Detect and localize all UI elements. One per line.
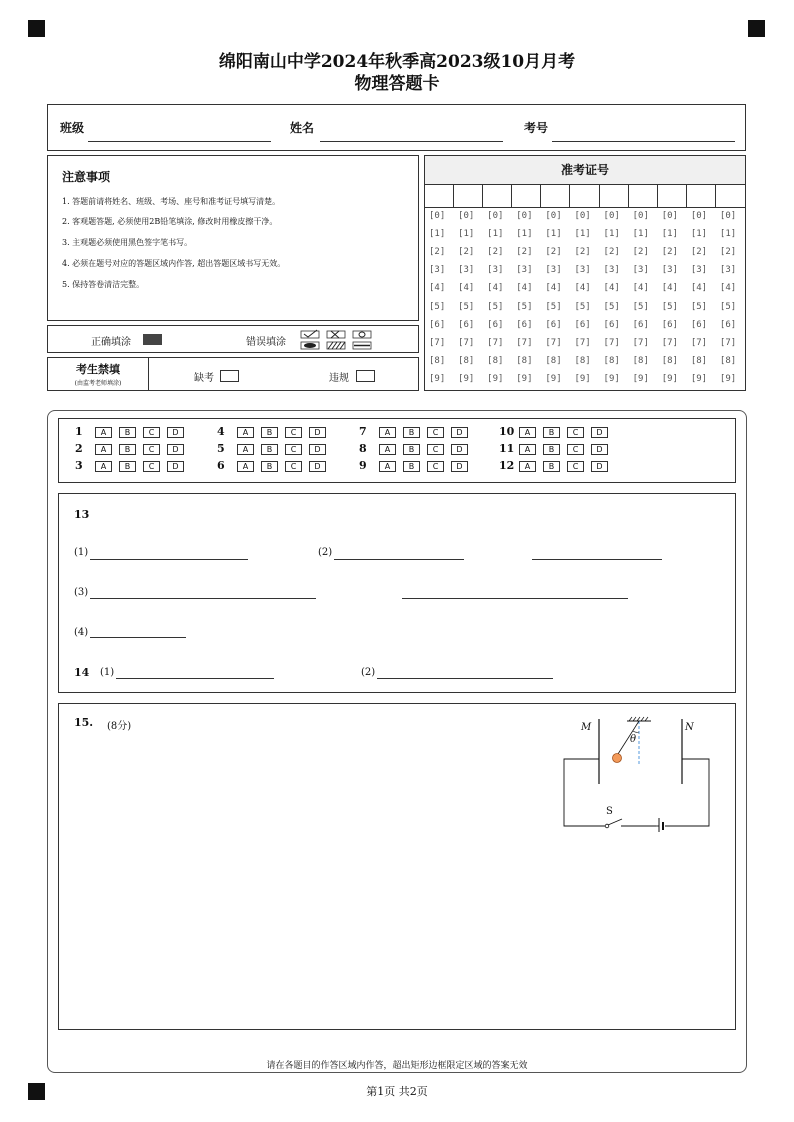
admission-digit-bubble[interactable]: [9] [458,373,475,384]
admission-write-cell[interactable] [454,184,483,208]
q14-part2-label: (2) [361,667,376,678]
choice-option-bubble[interactable]: C [285,444,302,455]
q15-number: 15. [74,716,94,729]
admission-digit-bubble[interactable]: [4] [458,283,475,294]
admission-digit-bubble[interactable]: [9] [690,373,708,384]
choice-option-bubble[interactable]: B [261,444,278,455]
admission-title: 准考证号 [425,156,745,185]
admission-digit-bubble[interactable]: [0] [661,211,678,221]
choice-option-bubble[interactable]: D [167,444,184,455]
admission-digit-bubble[interactable]: [6] [429,319,446,330]
choice-option-bubble[interactable]: A [95,427,112,438]
admission-write-cell[interactable] [600,184,629,208]
admission-digit-bubble[interactable]: [3] [487,265,504,276]
admission-digit-bubble[interactable]: [5] [719,301,737,312]
choice-option-bubble[interactable]: D [309,427,326,438]
admission-digit-bubble[interactable]: [9] [516,373,533,384]
admission-digit-bubble[interactable]: [8] [719,355,737,366]
choice-option-bubble[interactable]: D [591,444,608,455]
admission-digit-bubble[interactable]: [9] [632,373,649,384]
forbidden-title-cell [48,358,149,390]
admission-digit-bubble[interactable]: [0] [603,211,620,221]
admission-digit-bubble[interactable]: [3] [458,265,475,276]
admission-digit-bubble[interactable]: [3] [516,265,533,276]
admission-write-cell[interactable] [570,184,599,208]
admission-digit-bubble[interactable]: [6] [516,319,533,330]
q14-part1-field[interactable] [116,678,274,679]
choice-option-bubble[interactable]: B [403,444,420,455]
admission-digit-bubble[interactable]: [7] [574,337,591,348]
admission-digit-bubble[interactable]: [2] [545,247,562,258]
choice-option-bubble[interactable]: C [427,461,444,472]
choice-question-number: 10 [499,425,515,438]
q13-part3-field-b[interactable] [402,598,628,599]
choice-option-bubble[interactable]: C [143,461,160,472]
absent-label: 缺考 [194,373,214,384]
admission-write-cell[interactable] [629,184,658,208]
admission-digit-bubble[interactable]: [9] [661,373,678,384]
registration-mark-top-left [28,20,45,37]
admission-write-cell[interactable] [716,184,745,208]
choice-option-bubble[interactable]: C [143,444,160,455]
choice-option-bubble[interactable]: A [379,461,396,472]
admission-digit-bubble[interactable]: [8] [545,355,562,366]
admission-digit-bubble[interactable]: [3] [429,265,446,276]
choice-option-bubble[interactable]: C [285,427,302,438]
admission-digit-bubble[interactable]: [1] [458,229,475,240]
q14-part1-label: (1) [100,667,115,678]
admission-digit-bubble[interactable]: [3] [574,265,591,276]
choice-option-bubble[interactable]: B [543,427,560,438]
admission-digit-bubble[interactable]: [8] [458,355,475,366]
admission-digit-bubble[interactable]: [4] [719,283,737,294]
forbidden-title: 考生禁填 [76,363,120,376]
admission-digit-bubble[interactable]: [0] [719,211,737,221]
pendulum-ball [613,754,622,763]
correct-fill-label: 正确填涂 [91,337,131,348]
wrong-fill-label: 错误填涂 [246,337,286,348]
admission-digit-bubble[interactable]: [5] [429,301,446,312]
admission-digit-bubble[interactable]: [2] [690,247,708,258]
admission-digit-bubble[interactable]: [8] [574,355,591,366]
q13-part4-field[interactable] [90,637,186,638]
admission-digit-bubble[interactable]: [5] [574,301,591,312]
admission-digit-bubble[interactable]: [9] [574,373,591,384]
admission-digit-bubble[interactable]: [2] [429,247,446,258]
choice-question-number: 6 [217,459,225,472]
choice-option-bubble[interactable]: C [143,427,160,438]
admission-digit-bubble[interactable]: [8] [690,355,708,366]
admission-digit-bubble[interactable]: [8] [632,355,649,366]
admission-digit-bubble[interactable]: [3] [719,265,737,276]
admission-write-cell[interactable] [687,184,716,208]
admission-digit-bubble[interactable]: [7] [661,337,678,348]
admission-digit-bubble[interactable]: [1] [603,229,620,240]
admission-write-cell[interactable] [425,184,454,208]
choice-question-number: 8 [359,442,367,455]
admission-digit-bubble[interactable]: [9] [429,373,446,384]
choice-option-bubble[interactable]: D [309,444,326,455]
note-item: 2. 客观题答题, 必须使用2B铅笔填涂, 修改时用橡皮擦干净。 [62,217,278,226]
choice-option-bubble[interactable]: D [451,461,468,472]
choice-option-bubble[interactable]: D [591,461,608,472]
choice-option-bubble[interactable]: B [261,461,278,472]
choice-option-bubble[interactable]: A [237,444,254,455]
q13-14-box [58,493,736,693]
choice-option-bubble[interactable]: B [119,461,136,472]
choice-option-bubble[interactable]: A [519,461,536,472]
choice-option-bubble[interactable]: D [167,461,184,472]
admission-digit-bubble[interactable]: [9] [487,373,504,384]
admission-digit-bubble[interactable]: [6] [574,319,591,330]
admission-number-box [424,155,746,391]
admission-digit-bubble[interactable]: [4] [545,283,562,294]
choice-option-bubble[interactable]: C [567,427,584,438]
admission-digit-bubble[interactable]: [2] [719,247,737,258]
admission-digit-bubble[interactable]: [0] [574,211,591,221]
choice-option-bubble[interactable]: C [285,461,302,472]
q13-part1-field[interactable] [90,559,248,560]
admission-digit-bubble[interactable]: [2] [603,247,620,258]
choice-option-bubble[interactable]: B [119,427,136,438]
choice-question-number: 4 [217,425,225,438]
admission-digit-bubble[interactable]: [0] [632,211,649,221]
admission-write-cell[interactable] [512,184,541,208]
choice-option-bubble[interactable]: A [237,461,254,472]
absent-checkbox[interactable] [220,370,239,382]
admission-digit-bubble[interactable]: [5] [603,301,620,312]
admission-digit-bubble[interactable]: [3] [545,265,562,276]
admission-digit-bubble[interactable]: [2] [458,247,475,258]
admission-digit-bubble[interactable]: [3] [603,265,620,276]
note-item: 4. 必须在题号对应的答题区域内作答, 超出答题区域书写无效。 [62,259,286,268]
footer-warning: 请在各题目的作答区域内作答，超出矩形边框限定区域的答案无效 [266,1061,528,1071]
choice-question-number: 5 [217,442,225,455]
admission-digit-bubble[interactable]: [3] [690,265,708,276]
q13-part2-label: (2) [318,547,333,558]
admission-digit-bubble[interactable]: [9] [719,373,737,384]
admission-digit-bubble[interactable]: [4] [632,283,649,294]
q14-number: 14 [74,666,90,679]
choice-question-number: 3 [75,459,83,472]
q13-part3-label: (3) [74,587,89,598]
choice-question-number: 9 [359,459,367,472]
admission-digit-bubble[interactable]: [8] [603,355,620,366]
choice-option-bubble[interactable]: B [543,461,560,472]
multiple-choice-box [58,418,736,483]
page-title: 绵阳南山中学2024年秋季高2023级10月月考 [218,52,576,72]
admission-digit-bubble[interactable]: [1] [516,229,533,240]
admission-digit-bubble[interactable]: [1] [661,229,678,240]
admission-digit-bubble[interactable]: [1] [719,229,737,240]
admission-digit-bubble[interactable]: [6] [690,319,708,330]
admission-digit-bubble[interactable]: [0] [545,211,562,221]
q13-part2-field-b[interactable] [532,559,662,560]
admission-digit-bubble[interactable]: [6] [719,319,737,330]
choice-option-bubble[interactable]: B [261,427,278,438]
admission-digit-bubble[interactable]: [9] [545,373,562,384]
admission-digit-bubble[interactable]: [5] [487,301,504,312]
choice-option-bubble[interactable]: B [119,444,136,455]
exam-no-field[interactable] [552,141,735,142]
admission-digit-bubble[interactable]: [4] [603,283,620,294]
choice-question-number: 1 [75,425,83,438]
admission-digit-bubble[interactable]: [9] [603,373,620,384]
admission-digit-bubble[interactable]: [8] [516,355,533,366]
admission-digit-bubble[interactable]: [7] [632,337,649,348]
choice-option-bubble[interactable]: A [519,444,536,455]
angle-label: θ [630,734,637,745]
admission-write-cell[interactable] [483,184,512,208]
switch-label: S [606,806,613,817]
choice-question-number: 11 [499,442,515,455]
admission-digit-bubble[interactable]: [7] [429,337,446,348]
choice-option-bubble[interactable]: C [567,461,584,472]
q13-part3-field[interactable] [90,598,316,599]
admission-digit-bubble[interactable]: [8] [487,355,504,366]
admission-digit-bubble[interactable]: [4] [690,283,708,294]
admission-digit-bubble[interactable]: [4] [487,283,504,294]
admission-digit-bubble[interactable]: [4] [661,283,678,294]
notes-box [47,155,419,321]
admission-digit-bubble[interactable]: [8] [661,355,678,366]
admission-digit-bubble[interactable]: [6] [603,319,620,330]
choice-option-bubble[interactable]: A [379,427,396,438]
admission-digit-bubble[interactable]: [1] [429,229,446,240]
note-item: 1. 答题前请将姓名、班级、考场、座号和准考证号填写清楚。 [62,197,281,206]
name-label: 姓名 [290,121,315,135]
registration-mark-top-right [748,20,765,37]
admission-digit-bubble[interactable]: [6] [545,319,562,330]
correct-fill-sample [143,334,162,345]
admission-digit-bubble[interactable]: [2] [487,247,504,258]
admission-digit-bubble[interactable]: [2] [632,247,649,258]
admission-digit-bubble[interactable]: [1] [574,229,591,240]
choice-option-bubble[interactable]: D [451,427,468,438]
q13-part1-label: (1) [74,547,89,558]
q13-number: 13 [74,508,90,521]
admission-digit-bubble[interactable]: [3] [632,265,649,276]
choice-option-bubble[interactable]: C [427,444,444,455]
q15-box[interactable] [58,703,736,1030]
choice-option-bubble[interactable]: A [95,444,112,455]
wrong-fill-samples [300,329,380,351]
admission-digit-bubble[interactable]: [5] [516,301,533,312]
admission-digit-bubble[interactable]: [1] [545,229,562,240]
admission-digit-bubble[interactable]: [5] [632,301,649,312]
q14-part2-field[interactable] [377,678,553,679]
name-field[interactable] [320,141,503,142]
q13-part2-field[interactable] [334,559,464,560]
choice-question-number: 2 [75,442,83,455]
choice-option-bubble[interactable]: B [403,461,420,472]
admission-digit-bubble[interactable]: [4] [574,283,591,294]
class-field[interactable] [88,141,271,142]
admission-digit-bubble[interactable]: [0] [690,211,708,221]
page-subtitle: 物理答题卡 [354,74,440,94]
q13-part4-label: (4) [74,627,89,638]
student-info-box [47,104,746,151]
exam-no-label: 考号 [524,121,549,135]
choice-option-bubble[interactable]: D [309,461,326,472]
forbidden-box [47,357,419,391]
admission-digit-bubble[interactable]: [7] [487,337,504,348]
choice-option-bubble[interactable]: B [403,427,420,438]
admission-digit-bubble[interactable]: [7] [719,337,737,348]
choice-option-bubble[interactable]: B [543,444,560,455]
admission-digit-bubble[interactable]: [0] [516,211,533,221]
admission-digit-bubble[interactable]: [7] [516,337,533,348]
admission-digit-bubble[interactable]: [6] [661,319,678,330]
admission-digit-bubble[interactable]: [2] [661,247,678,258]
admission-write-cell[interactable] [658,184,687,208]
admission-digit-bubble[interactable]: [4] [516,283,533,294]
note-item: 3. 主观题必须使用黑色签字笔书写。 [62,238,193,247]
admission-digit-bubble[interactable]: [8] [429,355,446,366]
admission-digit-bubble[interactable]: [1] [487,229,504,240]
admission-digit-bubble[interactable]: [3] [661,265,678,276]
switch-s [608,819,622,825]
admission-write-cell[interactable] [541,184,570,208]
notes-title: 注意事项 [62,170,111,184]
choice-option-bubble[interactable]: A [519,427,536,438]
forbidden-subtitle: (由监考老师填涂) [74,380,122,387]
page-number: 第1页 共2页 [366,1085,428,1098]
violation-label: 违规 [329,373,349,384]
fill-example-box [47,325,419,353]
choice-option-bubble[interactable]: A [95,461,112,472]
choice-option-bubble[interactable]: D [167,427,184,438]
admission-digit-bubble[interactable]: [2] [516,247,533,258]
admission-digit-bubble[interactable]: [5] [661,301,678,312]
admission-digit-bubble[interactable]: [7] [690,337,708,348]
choice-option-bubble[interactable]: C [427,427,444,438]
choice-option-bubble[interactable]: C [567,444,584,455]
admission-digit-bubble[interactable]: [6] [458,319,475,330]
admission-digit-bubble[interactable]: [7] [603,337,620,348]
admission-digit-bubble[interactable]: [7] [458,337,475,348]
admission-digit-bubble[interactable]: [6] [487,319,504,330]
note-item: 5. 保持答卷清洁完整。 [62,280,145,289]
admission-digit-bubble[interactable]: [4] [429,283,446,294]
choice-option-bubble[interactable]: D [591,427,608,438]
admission-digit-bubble[interactable]: [0] [429,211,446,221]
admission-digit-bubble[interactable]: [6] [632,319,649,330]
choice-question-number: 7 [359,425,367,438]
class-label: 班级 [60,121,85,135]
choice-option-bubble[interactable]: D [451,444,468,455]
admission-digit-bubble[interactable]: [1] [690,229,708,240]
admission-digit-bubble[interactable]: [0] [487,211,504,221]
choice-option-bubble[interactable]: A [237,427,254,438]
admission-digit-bubble[interactable]: [0] [458,211,475,221]
admission-digit-bubble[interactable]: [5] [458,301,475,312]
violation-checkbox[interactable] [356,370,375,382]
admission-digit-bubble[interactable]: [5] [545,301,562,312]
admission-digit-bubble[interactable]: [5] [690,301,708,312]
admission-digit-bubble[interactable]: [2] [574,247,591,258]
admission-digit-bubble[interactable]: [1] [632,229,649,240]
plate-n-label: N [685,722,694,733]
admission-digit-bubble[interactable]: [7] [545,337,562,348]
choice-option-bubble[interactable]: A [379,444,396,455]
choice-question-number: 12 [499,459,515,472]
q15-points: (8分) [107,721,132,732]
plate-m-label: M [581,722,592,733]
